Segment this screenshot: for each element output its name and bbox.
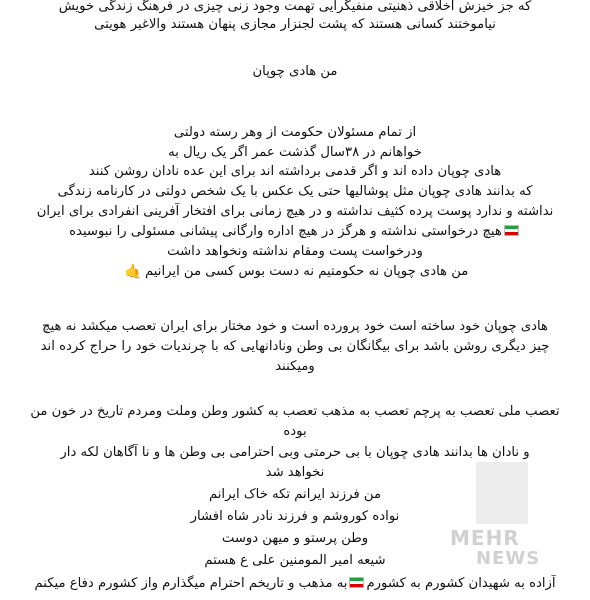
text-line: ودرخواست پست ومقام نداشته ونخواهد داشت <box>167 244 423 259</box>
text-line: نواده کوروشم و فرزند نادر شاه افشار <box>190 509 400 524</box>
text-line: نخواهد شد <box>265 465 325 480</box>
text-segment: هیچ درخواستی نداشته و هرگز در هیچ اداره وارگانی پیشانی مسئولی را نبوسیده <box>69 224 502 239</box>
text-line: شیعه امیر المومنین علی ع هستم <box>204 553 386 568</box>
watermark-text: MEHR <box>450 526 520 550</box>
text-segment: آزاده به شهیدان کشورم به کشورم <box>366 576 556 591</box>
iran-flag-icon <box>504 225 519 236</box>
text-line: از تمام مسئولان حکومت از وهر رسته دولتی <box>173 125 417 140</box>
text-line: که جز خیزش اخلاقی ذهنیتی منفیگرایی تهمت وجود زنی چیزی در فرهنگ زندگی خویش <box>58 0 532 14</box>
text-line: چیز دیگری روشن باشد برای بیگانگان بی وطن ونادانهایی که با چرندیات خود را حراج کرده اند <box>40 339 550 354</box>
text-line: نداشته و ندارد پوست پرده کثیف نداشته و در هیچ زمانی برای افتخار آفرینی انفرادی برای ایران <box>36 204 554 219</box>
text-line: نیاموختند کسانی هستند که پشت لجنزار مجازی پنهان هستند والاغیر هویتی <box>94 17 496 32</box>
text-line: و نادان ها بدانند هادی چوپان با بی حرمتی وبی احترامی بی وطن ها و نا آگاهان لکه دار <box>60 445 530 460</box>
text-line: وطن پرستو و میهن دوست <box>221 531 369 546</box>
iran-flag-icon <box>349 577 364 588</box>
text-line: بوده <box>283 424 307 439</box>
watermark-logo-icon <box>476 462 528 524</box>
news-agency-watermark <box>446 462 556 592</box>
text-line: که بدانند هادی چوپان مثل پوشالیها حتی یک عکس با یک شخص دولتی در کارنامه زندگی <box>57 184 533 199</box>
text-line-with-flag <box>14 223 576 241</box>
text-line: خواهانم در ۳۸سال گذشت عمر اگر یک ریال به <box>168 145 422 160</box>
text-line: هادی چوپان داده اند و اگر قدمی برداشته اند برای این عده نادان روشن کنند <box>88 164 502 179</box>
text-line: هادی چوپان خود ساخته است خود پرورده است و خود مختار برای ایران تعصب میکشد نه هیچ <box>42 319 548 334</box>
author-signature: من هادی چوپان <box>252 64 338 79</box>
text-segment: من هادی چوپان نه حکومتیم نه دست بوس کسی من ایرانیم <box>145 264 469 279</box>
text-line-with-emoji <box>14 263 576 281</box>
text-segment: به مذهب و تاریخم احترام میگذارم واز کشورم دفاع میکنم <box>34 576 348 591</box>
text-line: تعصب ملی تعصب به پرچم تعصب به مذهب تعصب به کشور وطن وملت ومردم تاریخ در خون من <box>30 404 560 419</box>
watermark-text: NEWS <box>476 548 541 569</box>
hand-emoji-icon: 🤙 <box>124 264 143 280</box>
text-line: ومیکنند <box>275 359 315 374</box>
text-line: من فرزند ایرانم تکه خاک ایرانم <box>208 487 382 502</box>
